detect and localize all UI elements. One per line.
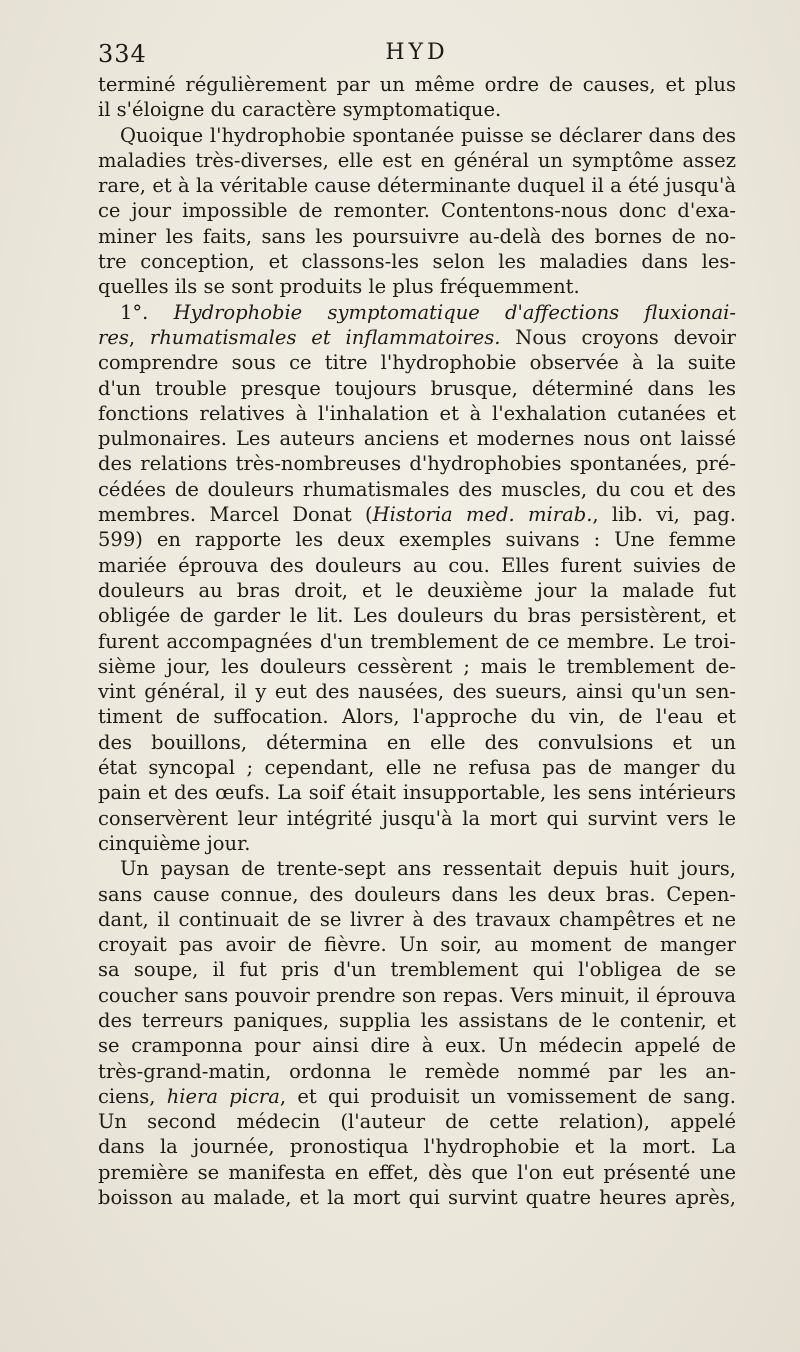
- text-line: ciens, hiera picra, et qui produisit un vomissement de sang.: [98, 1084, 736, 1108]
- text-line: maladies très-diverses, elle est en général un symptôme assez: [98, 148, 736, 172]
- text-line: Un paysan de trente-sept ans ressentait depuis huit jours,: [120, 857, 736, 881]
- text-line: tre conception, et classons-les selon les maladies dans les-: [98, 250, 736, 274]
- text-line: sa soupe, il fut pris d'un tremblement qui l'obligea de se: [98, 958, 736, 982]
- text-line: boisson au malade, et la mort qui survint quatre heures après,: [98, 1186, 736, 1210]
- text-line: se cramponna pour ainsi dire à eux. Un médecin appelé de: [98, 1034, 736, 1058]
- text-line: membres. Marcel Donat (Historia med. mirab., lib. vi, pag.: [98, 503, 736, 527]
- text-line: première se manifesta en effet, dès que l'on eut présenté une: [98, 1160, 736, 1184]
- text-line: fonctions relatives à l'inhalation et à l'exhalation cutanées et: [98, 401, 736, 425]
- text-line: ce jour impossible de remonter. Contentons-nous donc d'exa-: [98, 199, 736, 223]
- text-line: sième jour, les douleurs cessèrent ; mais le tremblement de-: [98, 654, 736, 678]
- text-line: dans la journée, pronostiqua l'hydrophobie et la mort. La: [98, 1135, 736, 1159]
- text-line: sans cause connue, des douleurs dans les deux bras. Cepen-: [98, 882, 736, 906]
- text-line: comprendre sous ce titre l'hydrophobie observée à la suite: [98, 351, 736, 375]
- text-line: état syncopal ; cependant, elle ne refusa pas de manger du: [98, 756, 736, 780]
- text-line: pain et des œufs. La soif était insupportable, les sens intérieurs: [98, 781, 736, 805]
- text-line: des terreurs paniques, supplia les assistans de le contenir, et: [98, 1008, 736, 1032]
- text-line: Un second médecin (l'auteur de cette relation), appelé: [98, 1110, 736, 1134]
- text-line: obligée de garder le lit. Les douleurs du bras persistèrent, et: [98, 604, 736, 628]
- body-text: [98, 72, 736, 1210]
- text-line: 599) en rapporte les deux exemples suivans : Une femme: [98, 528, 736, 552]
- text-line: cinquième jour.: [98, 831, 251, 855]
- text-line: res, rhumatismales et inflammatoires. Nous croyons devoir: [98, 325, 736, 349]
- text-line: rare, et à la véritable cause déterminante duquel il a été jusqu'à: [98, 174, 736, 198]
- section-heading-line: 1°. Hydrophobie symptomatique d'affections fluxionai-: [120, 300, 736, 324]
- text-line: vint général, il y eut des nausées, des sueurs, ainsi qu'un sen-: [98, 680, 736, 704]
- running-head: HYD: [385, 40, 449, 65]
- text-line: très-grand-matin, ordonna le remède nommé par les an-: [98, 1059, 736, 1083]
- text-line: dant, il continuait de se livrer à des travaux champêtres et ne: [98, 907, 736, 931]
- text-line: croyait pas avoir de fièvre. Un soir, au moment de manger: [98, 933, 736, 957]
- text-line: terminé régulièrement par un même ordre de causes, et plus: [98, 73, 736, 96]
- text-line: d'un trouble presque toujours brusque, déterminé dans les: [98, 376, 736, 400]
- text-line: pulmonaires. Les auteurs anciens et modernes nous ont laissé: [98, 427, 736, 451]
- text-line: des bouillons, détermina en elle des convulsions et un: [98, 730, 736, 754]
- page-number: 334: [98, 40, 147, 68]
- text-line: conservèrent leur intégrité jusqu'à la mort qui survint vers le: [98, 806, 736, 830]
- text-line: douleurs au bras droit, et le deuxième jour la malade fut: [98, 578, 736, 602]
- text-line: coucher sans pouvoir prendre son repas. Vers minuit, il éprouva: [98, 983, 736, 1007]
- text-line: quelles ils se sont produits le plus fréquemment.: [98, 275, 580, 299]
- text-line: furent accompagnées d'un tremblement de ce membre. Le troi-: [98, 629, 736, 653]
- text-line: des relations très-nombreuses d'hydrophobies spontanées, pré-: [98, 452, 736, 476]
- text-line: miner les faits, sans les poursuivre au-delà des bornes de no-: [98, 224, 736, 248]
- text-line: cédées de douleurs rhumatismales des muscles, du cou et des: [98, 477, 736, 501]
- text-line: il s'éloigne du caractère symptomatique.: [98, 98, 502, 122]
- page-header: [98, 40, 736, 70]
- text-line: mariée éprouva des douleurs au cou. Elles furent suivies de: [98, 553, 736, 577]
- text-line: timent de suffocation. Alors, l'approche du vin, de l'eau et: [98, 705, 736, 729]
- text-line: Quoique l'hydrophobie spontanée puisse se déclarer dans des: [120, 123, 736, 147]
